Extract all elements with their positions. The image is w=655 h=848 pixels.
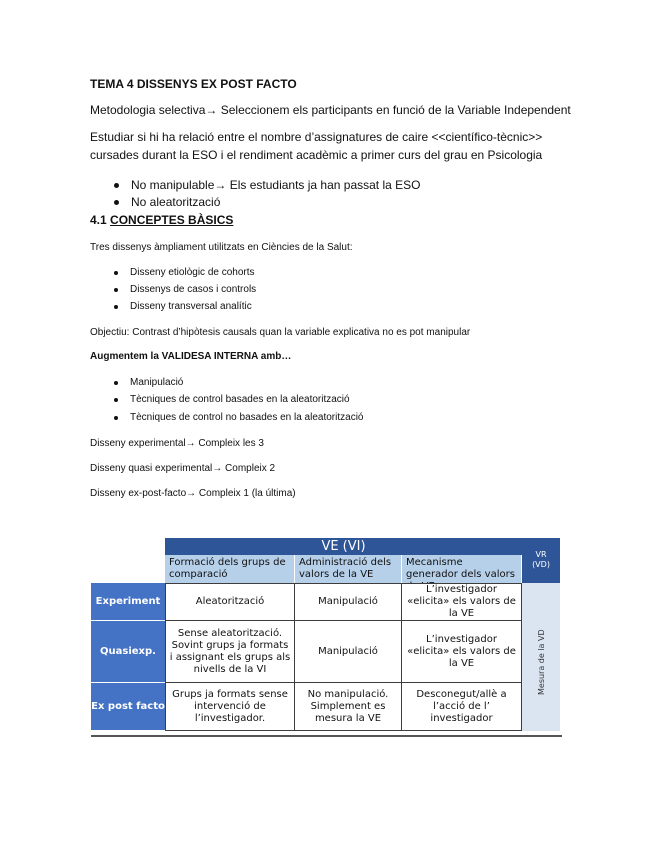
- bullet-icon: [114, 288, 118, 292]
- intro-paragraph: [90, 128, 542, 164]
- design-type-experimental: Disseny experimental→ Compleix les 3: [90, 438, 264, 449]
- table-cell: Desconegut/allè a l’acció de l’ investigador: [402, 683, 522, 731]
- comparison-table: [91, 538, 560, 734]
- row-label-experiment: Experiment: [91, 583, 165, 621]
- table-cell: L’investigador «elicita» els valors de la VE: [402, 583, 522, 621]
- column-header: Formació dels grups de comparació: [165, 555, 295, 583]
- bullet-icon: [114, 305, 118, 309]
- side-label: Mesura de la VD: [537, 629, 546, 695]
- bullet-icon: [114, 183, 119, 188]
- column-header: Administració dels valors de la VE: [295, 555, 402, 583]
- table-cell: No manipulació. Simplement es mesura la VE: [295, 683, 402, 731]
- section-heading: 4.1 CONCEPTES BÀSICS: [90, 213, 234, 227]
- vr-header: VR (VD): [522, 538, 560, 583]
- table-cell: Manipulació: [295, 621, 402, 683]
- table-cell: Manipulació: [295, 583, 402, 621]
- document-title: TEMA 4 DISSENYS EX POST FACTO: [90, 77, 297, 91]
- column-header: Mecanisme generador dels valors: [402, 555, 522, 583]
- table-cell: L’investigador «elicita» els valors de la VE: [402, 621, 522, 683]
- bullet-icon: [114, 398, 118, 402]
- design-type-expostfacto: Disseny ex-post-facto→ Compleix 1 (la última): [90, 488, 296, 499]
- augmentem-heading: Augmentem la VALIDESA INTERNA amb…: [90, 351, 292, 362]
- bullet-icon: [114, 381, 118, 385]
- intro-line-b: cursades durant la ESO i el rendiment acadèmic a primer curs del grau en Psicologia: [90, 148, 543, 162]
- table-cell: Sense aleatorització. Sovint grups ja formats i assignant els grups als nivells de la VI: [165, 621, 295, 683]
- vd-side-column: [522, 583, 560, 731]
- bullet-icon: [114, 271, 118, 275]
- intro-line: Metodologia selectiva→ Seleccionem els participants en funció de la Variable Independent: [90, 103, 571, 117]
- bullet-icon: [114, 200, 119, 205]
- intro-line-a: Estudiar si hi ha relació entre el nombre d’assignatures de caire <<científico-tècnic>>: [90, 130, 543, 144]
- ve-header: VE (VI): [165, 538, 522, 555]
- objectiu-text: Objectiu: Contrast d’hipòtesis causals quan la variable explicativa no es pot manipular: [90, 327, 471, 338]
- row-label-expostfacto: Ex post facto: [91, 683, 165, 731]
- table-cell: Aleatorització: [165, 583, 295, 621]
- bullet-icon: [114, 416, 118, 420]
- tres-dissenys-text: Tres dissenys àmpliament utilitzats en Ciències de la Salut:: [90, 242, 353, 253]
- table-bottom-rule: [91, 735, 562, 737]
- row-label-quasiexp: Quasiexp.: [91, 621, 165, 683]
- table-cell: Grups ja formats sense intervenció de l’investigador.: [165, 683, 295, 731]
- design-type-quasi: Disseny quasi experimental→ Compleix 2: [90, 463, 276, 474]
